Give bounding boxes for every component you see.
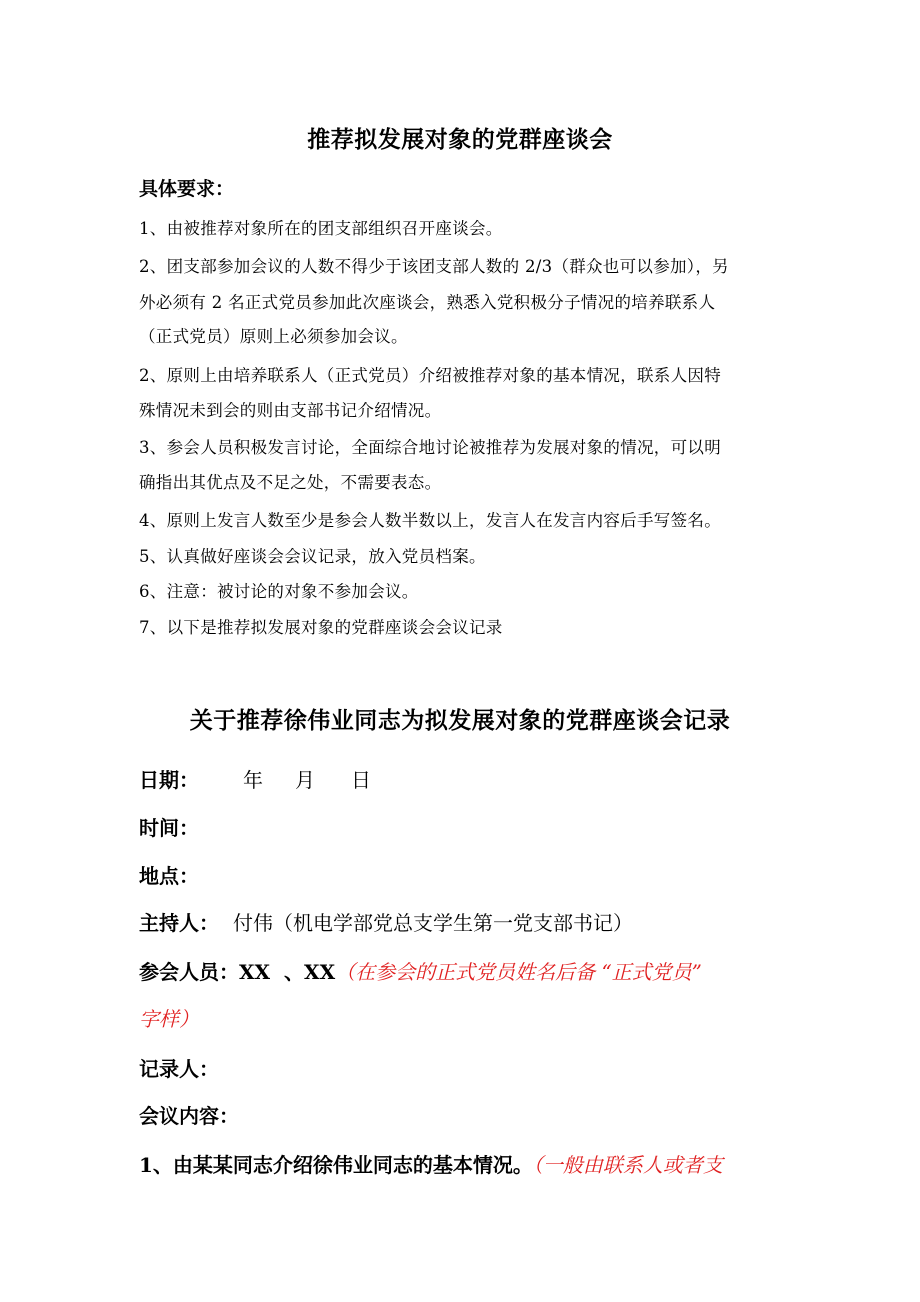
place-label: 地点： (139, 864, 199, 888)
record-title: 关于推荐徐伟业同志为拟发展对象的党群座谈会记录 (189, 707, 731, 734)
date-label: 日期： (139, 768, 199, 792)
recorder-label: 记录人： (139, 1057, 219, 1081)
time-field (139, 812, 199, 841)
attendees-field (139, 956, 702, 985)
requirement-line: 7、以下是推荐拟发展对象的党群座谈会会议记录 (139, 618, 503, 637)
document-title: 推荐拟发展对象的党群座谈会 (307, 126, 613, 153)
attendees-note-line2: 字样） (139, 1007, 199, 1031)
attendees-note-cont (139, 1003, 199, 1032)
content-item-1 (139, 1149, 723, 1178)
requirement-line: 1、由被推荐对象所在的团支部组织召开座谈会。 (139, 219, 503, 238)
attendee-1: XX (239, 960, 271, 984)
requirement-line: 4、原则上发言人数至少是参会人数半数以上，发言人在发言内容后手写签名。 (139, 511, 721, 530)
place-field (139, 860, 199, 889)
requirement-line: 殊情况未到会的则由支部书记介绍情况。 (139, 401, 442, 420)
content-label: 会议内容： (139, 1104, 239, 1128)
time-label: 时间： (139, 816, 199, 840)
attendees-label: 参会人员： (139, 960, 239, 984)
date-day: 日 (351, 768, 371, 792)
host-field (139, 907, 633, 936)
requirement-line: 外必须有 2 名正式党员参加此次座谈会，熟悉入党积极分子情况的培养联系人 (139, 293, 716, 312)
item-1-note: （一般由联系人或者支 (532, 1153, 723, 1177)
requirement-line: 3、参会人员积极发言讨论，全面综合地讨论被推荐为发展对象的情况，可以明 (139, 438, 721, 457)
attendee-2: XX (304, 960, 336, 984)
attendee-separator: 、 (284, 960, 305, 984)
content-field (139, 1100, 239, 1129)
requirement-line: 2、团支部参加会议的人数不得少于该团支部人数的 2/3（群众也可以参加），另 (139, 257, 729, 276)
attendees-note: （在参会的正式党员姓名后备 “正式党员” (335, 960, 702, 984)
host-value: 付伟（机电学部党总支学生第一党支部书记） (233, 911, 633, 935)
requirements-heading: 具体要求： (139, 178, 235, 200)
requirement-line: 确指出其优点及不足之处，不需要表态。 (139, 473, 442, 492)
requirement-line: （正式党员）原则上必须参加会议。 (139, 327, 408, 346)
date-month: 月 (295, 768, 315, 792)
recorder-field (139, 1053, 219, 1082)
host-label: 主持人： (139, 911, 219, 935)
requirement-line: 6、注意：被讨论的对象不参加会议。 (139, 582, 419, 601)
date-field (139, 764, 371, 793)
date-year: 年 (243, 768, 263, 792)
requirement-line: 5、认真做好座谈会会议记录，放入党员档案。 (139, 547, 486, 566)
item-1-text: 1、由某某同志介绍徐伟业同志的基本情况。 (139, 1153, 533, 1177)
requirement-line: 2、原则上由培养联系人（正式党员）介绍被推荐对象的基本情况，联系人因特 (139, 366, 721, 385)
